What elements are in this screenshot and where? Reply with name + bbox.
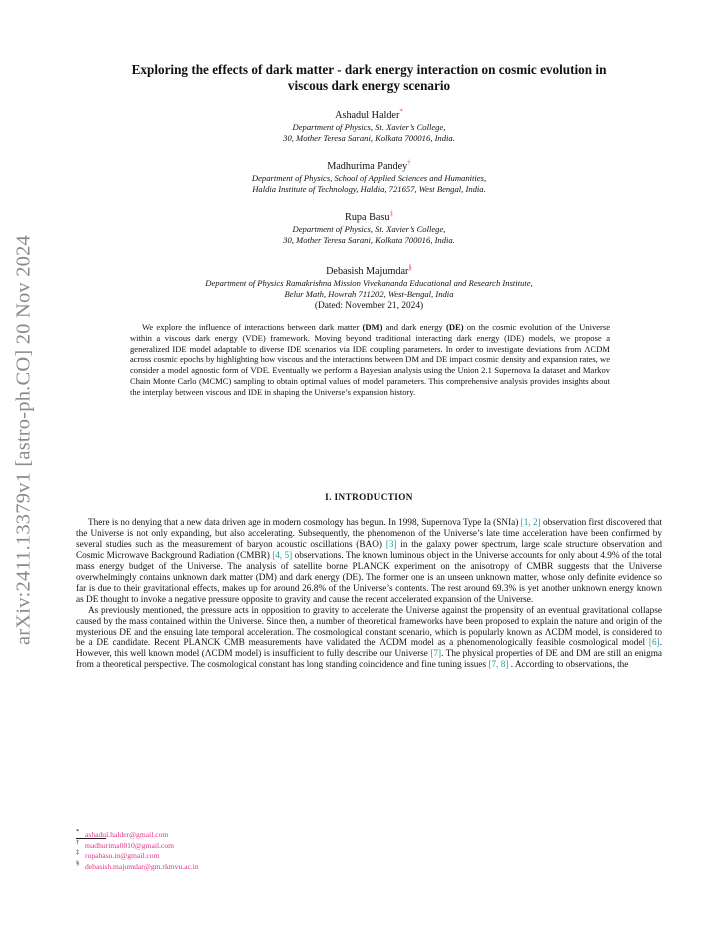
introduction-body xyxy=(76,518,662,671)
email-link[interactable]: madhurima0810@gmail.com xyxy=(85,840,175,850)
paper-title xyxy=(76,62,662,93)
email-link[interactable]: debasish.majumdar@gm.rkmvu.ac.in xyxy=(85,861,199,871)
citation-link[interactable]: [1, 2] xyxy=(520,518,541,528)
section-heading: I. INTRODUCTION xyxy=(325,492,413,502)
author-4 xyxy=(76,265,662,312)
author-name: Rupa Basu xyxy=(345,212,390,223)
body-text: in the galaxy power spectrum, large scale structure observation and Cosmic Microwave Background Radiation (CMBR) xyxy=(76,539,663,561)
body-text: . According to observations, the xyxy=(508,660,629,671)
citation-link[interactable]: [7, 8] xyxy=(488,660,509,671)
citation-link[interactable]: [7] xyxy=(430,649,442,660)
body-text: . The physical properties of DE and DM are still an enigma from a theoretical perspective. The cosmological constant has long standing coincidence and fine tuning issues xyxy=(76,649,662,671)
citation-link[interactable]: [3] xyxy=(385,539,397,550)
author-name: Ashadul Halder xyxy=(335,110,400,121)
body-text: There is no denying that a new data driven age in modern cosmology has begun. In 1998, Supernova Type Ia (SNIa) xyxy=(88,518,521,528)
affiliation-line: Haldia Institute of Technology, Haldia, 721657, West Bengal, India. xyxy=(252,184,486,194)
footnote-marker[interactable]: † xyxy=(407,158,411,167)
body-text: observations. The known luminous object in the Universe accounts for only about 4.9% of the total mass energy budget of the Universe. The analysis of satellite borne PLANCK experiment on the anisotropy of CMBR suggests that the Universe overwhelmingly contains unknown dark matter (DM) and dark energy (DE). The former one is an unseen unknown matter, whose only definite evidence so far is due to their gravitational effects, makes up for around 26.8% of the Universe’s contents. The rest around 69.3% is yet another unknown energy known as DE thought to invoke a negative pressure opposite to gravity and cause the recent accelerated expansion of the Universe. xyxy=(76,550,662,605)
paragraph-2 xyxy=(76,606,662,672)
title-line-1: Exploring the effects of dark matter - dark energy interaction on cosmic evolution in xyxy=(131,62,607,77)
footnotes xyxy=(76,830,662,872)
footnote-item: ‡ rupabasu.in@gmail.com xyxy=(76,849,160,860)
affiliation-line: 30, Mother Teresa Sarani, Kolkata 700016, India. xyxy=(283,133,455,143)
affiliation-line: Department of Physics Ramakrishna Mission Vivekananda Educational and Research Institute, xyxy=(205,278,533,288)
title-line-2: viscous dark energy scenario xyxy=(287,77,451,93)
footnote-marker[interactable]: § xyxy=(408,263,412,272)
abstract-dm: (DM) xyxy=(362,322,383,332)
author-2 xyxy=(76,160,662,195)
abstract-de: (DE) xyxy=(445,322,464,332)
abstract xyxy=(130,322,610,398)
arxiv-identifier: arXiv:2411.13379v1 [astro-ph.CO] 20 Nov 2024 xyxy=(12,235,35,646)
paragraph-1 xyxy=(76,518,662,606)
abstract-text: We explore the influence of interactions between dark matter xyxy=(142,322,363,332)
footnote-item: § debasish.majumdar@gm.rkmvu.ac.in xyxy=(76,859,199,871)
affiliation-line: Department of Physics, School of Applied Sciences and Humanities, xyxy=(251,173,487,183)
footnote-item: * ashadul.halder@gmail.com xyxy=(76,828,169,839)
abstract-text: on the cosmic evolution of the Universe within a viscous dark energy (VDE) framework. Moving beyond traditional interacting dark energy (IDE) models, we propose a generalized IDE model adaptable to diverse IDE scenarios via IDE coupling parameters. In order to investigate deviations from ΛCDM across cosmic epochs by highlighting how viscous and the interactions between DM and DE impact cosmic density and expansion rates, we consider a model agnostic form of VDE. Eventually we perform a Bayesian analysis using the Union 2.1 Supernova Ia dataset and Markov Chain Monte Carlo (MCMC) sampling to obtain optimal values of model parameters. This comprehensive analysis provides insights about the interplay between viscous and IDE in shaping the Universe’s expansion history. xyxy=(130,322,610,397)
body-text: . However, this well known model (ΛCDM model) is insufficient to fully describe our Universe xyxy=(76,638,662,660)
dated-line: (Dated: November 21, 2024) xyxy=(314,301,424,311)
affiliation-line: Belur Math, Howrah 711202, West-Bengal, India xyxy=(284,289,454,299)
email-link[interactable]: ashadul.halder@gmail.com xyxy=(85,830,169,839)
affiliation-line: 30, Mother Teresa Sarani, Kolkata 700016, India. xyxy=(283,235,455,245)
footnote-marker[interactable]: ‡ xyxy=(389,209,393,218)
body-text: As previously mentioned, the pressure acts in opposition to gravity to accelerate the Universe against the propensity of an eventual gravitational collapse caused by the mass contained within the Universe. Since then, a number of theoretical frameworks have been proposed to explain the nature and origin of the mysterious DE and the ensuing late temporal acceleration. The cosmological constant scenario, which is popularly known as ΛCDM model, is considered to be a DE candidate. Recent PLANCK CMB measurements have validated the ΛCDM model as a phenomenologically feasible cosmological model xyxy=(76,605,662,649)
citation-link[interactable]: [6] xyxy=(648,638,660,649)
citation-link[interactable]: [4, 5] xyxy=(272,550,293,561)
abstract-text: and dark energy xyxy=(382,322,446,332)
author-name: Debasish Majumdar xyxy=(326,266,409,277)
affiliation-line: Department of Physics, St. Xavier’s College, xyxy=(292,224,446,234)
affiliation-line: Department of Physics, St. Xavier’s College, xyxy=(292,122,446,132)
author-3 xyxy=(76,211,662,246)
footnote-item: † madhurima0810@gmail.com xyxy=(76,838,175,850)
footnote-marker[interactable]: * xyxy=(399,107,403,116)
body-text: observation first discovered that the Universe is not only expanding, but also accelerating. Subsequently, the phenomenon of the Universe’s late time acceleration have been confirmed by several studies such as the measurement of baryon acoustic oscillations (BAO) xyxy=(76,518,662,550)
author-1 xyxy=(76,109,662,144)
author-name: Madhurima Pandey xyxy=(327,161,408,172)
email-link[interactable]: rupabasu.in@gmail.com xyxy=(85,851,160,860)
